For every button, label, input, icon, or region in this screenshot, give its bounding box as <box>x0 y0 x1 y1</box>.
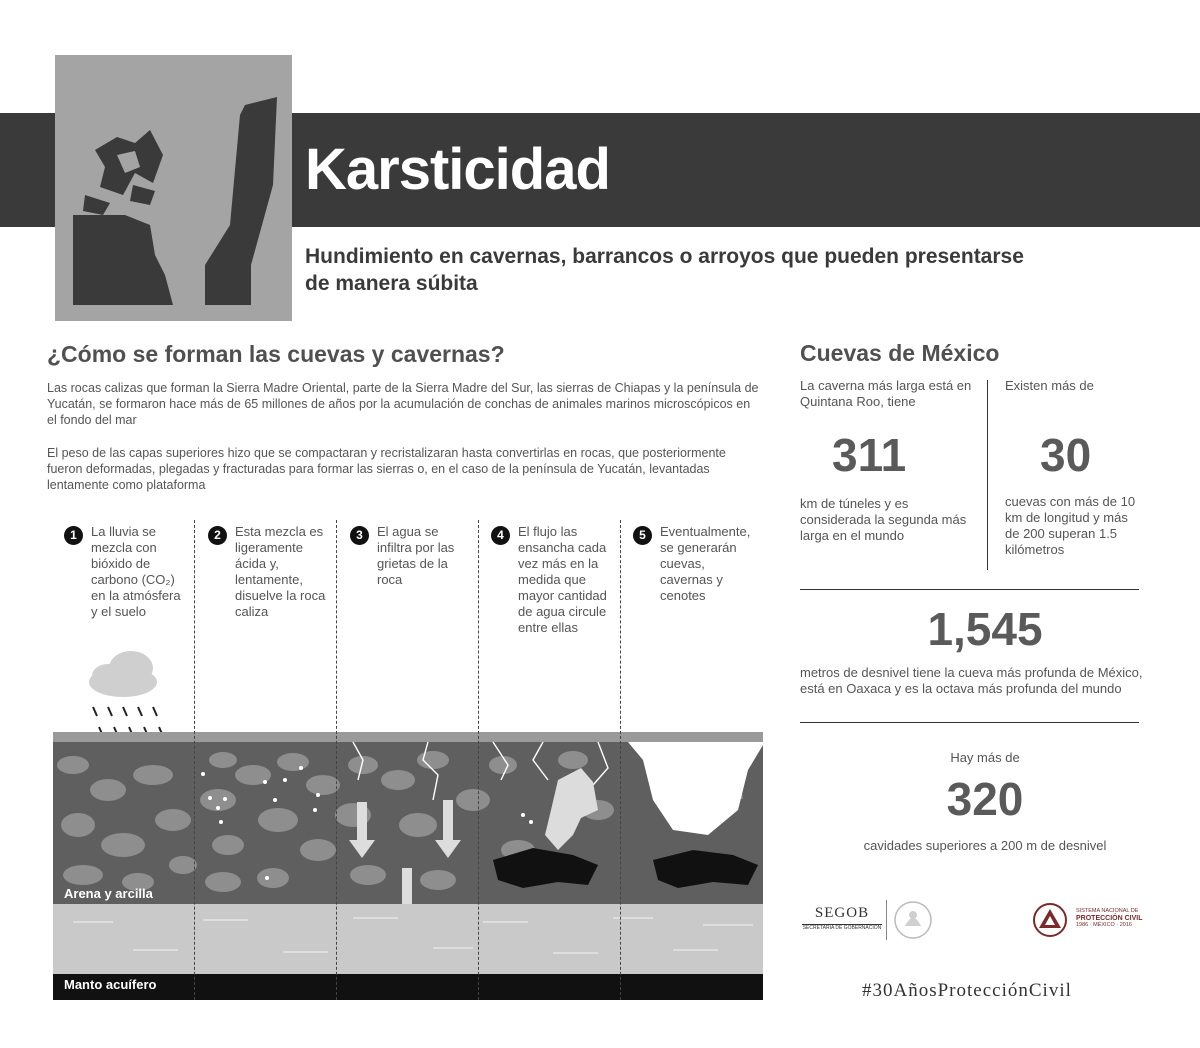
step-number: 4 <box>491 526 510 545</box>
hashtag: #30AñosProtecciónCivil <box>862 980 1072 1001</box>
coat-of-arms-icon <box>893 900 933 945</box>
stat1-description: km de túneles y es considerada la segunda más larga en el mundo <box>800 496 967 543</box>
layer-label-aquifer: Manto acuífero <box>64 977 157 992</box>
formation-paragraph-1: Las rocas calizas que forman la Sierra Madre Oriental, parte de la Sierra Madre del Sur, las sierras de Chiapas y la península de Yucatán, se formaron hace más de 65 millones de años por la acumulación de conchas de animales marinos microscópicos en el fondo del mar <box>47 381 759 427</box>
stat4-intro: Hay más de <box>950 750 1020 765</box>
segob-logo-text: SEGOB <box>814 905 870 921</box>
cloud-icon <box>89 651 157 697</box>
logo-divider <box>886 900 887 940</box>
page-title: Karsticidad <box>305 137 610 202</box>
stat2-intro: Existen más de <box>1005 378 1094 393</box>
formation-paragraph-2: El peso de las capas superiores hizo que se compactaran y recristalizaran hasta convertirlas en rocas, que posteriormente fueron deformadas, plegadas y fracturadas para formar las sierras o, en el caso de la península de Yucatán, levantadas lentamente como plataforma <box>47 446 726 492</box>
pc-line-2: PROTECCIÓN CIVIL <box>1076 915 1143 922</box>
step-number: 3 <box>350 526 369 545</box>
stat1-intro: La caverna más larga está en Quintana Roo, tiene <box>800 378 972 409</box>
page-subtitle: Hundimiento en cavernas, barrancos o arroyos que pueden presentarse de manera súbita <box>305 245 1024 295</box>
stat3-description: metros de desnivel tiene la cueva más profunda de México, está en Oaxaca y es la octava más profunda del mundo <box>800 665 1143 696</box>
karst-illustration-icon <box>55 55 292 321</box>
step-divider <box>194 520 195 1000</box>
step-divider <box>478 520 479 1000</box>
step-number: 5 <box>633 526 652 545</box>
step-text: El agua se infiltra por las grietas de la roca <box>377 524 455 587</box>
step-divider <box>620 520 621 1000</box>
step-text: Eventualmente, se generarán cuevas, cavernas y cenotes <box>660 524 751 603</box>
stat1-value: 311 <box>832 429 907 481</box>
step-text: La lluvia se mezcla con bióxido de carbono (CO₂) en la atmósfera y el suelo <box>91 524 181 619</box>
mexico-heading: Cuevas de México <box>800 340 1000 366</box>
karst-diagram <box>53 650 763 1000</box>
step-number: 2 <box>208 526 227 545</box>
segob-logo-subtext: SECRETARÍA DE GOBERNACIÓN <box>802 925 882 931</box>
layer-label-sand: Arena y arcilla <box>64 886 153 901</box>
stat2-description: cuevas con más de 10 km de longitud y más de 200 superan 1.5 kilómetros <box>1005 494 1136 557</box>
stat-divider <box>800 722 1139 723</box>
proteccion-civil-logo-text <box>1076 908 1143 929</box>
pc-line-3: 1986 · MÉXICO · 2016 <box>1076 922 1132 928</box>
stat-divider <box>800 589 1139 590</box>
step-text: Esta mezcla es ligeramente ácida y, lentamente, disuelve la roca caliza <box>235 524 326 619</box>
proteccion-civil-emblem-icon <box>1030 900 1078 945</box>
stat4-description: cavidades superiores a 200 m de desnivel <box>863 838 1107 853</box>
step-divider <box>336 520 337 1000</box>
stat2-value: 30 <box>1040 429 1092 481</box>
stat4-value: 320 <box>946 773 1024 825</box>
segob-logo <box>802 905 882 931</box>
step-number: 1 <box>64 526 83 545</box>
stat-divider-vertical <box>987 380 988 570</box>
formation-heading: ¿Cómo se forman las cuevas y cavernas? <box>47 341 505 367</box>
step-text: El flujo las ensancha cada vez más en la medida que mayor cantidad de agua circule entre ellas <box>518 524 607 635</box>
pc-line-1: SISTEMA NACIONAL DE <box>1076 908 1139 914</box>
stat3-value: 1,545 <box>927 603 1043 655</box>
